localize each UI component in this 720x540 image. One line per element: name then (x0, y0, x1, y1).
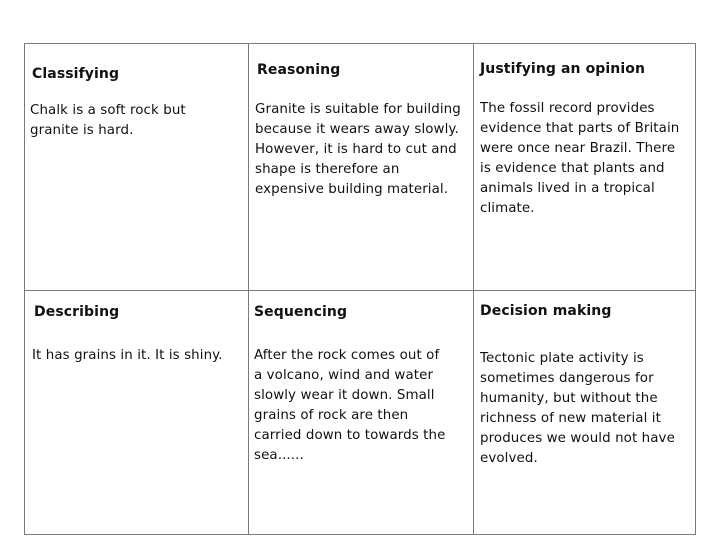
body-line: Chalk is a soft rock but (30, 103, 186, 118)
cell-decision-making (474, 291, 695, 534)
body-line: animals lived in a tropical (480, 181, 655, 196)
cell-body (30, 101, 186, 141)
cell-heading: Describing (34, 304, 120, 320)
cell-classifying (25, 44, 249, 291)
body-line: evolved. (480, 451, 538, 466)
cell-heading: Sequencing (254, 304, 348, 320)
cell-body (254, 346, 445, 466)
cell-body (255, 100, 461, 200)
body-line: carried down to towards the (254, 428, 446, 443)
body-line: sea...... (254, 448, 304, 463)
cell-sequencing (249, 291, 474, 534)
cell-body (480, 99, 679, 219)
body-line: were once near Brazil. There (480, 141, 676, 156)
body-line: a volcano, wind and water (254, 368, 434, 383)
body-line: evidence that parts of Britain (480, 121, 680, 136)
body-line: climate. (480, 201, 535, 216)
body-line: richness of new material it (480, 411, 661, 426)
cell-reasoning (249, 44, 474, 291)
body-line: slowly wear it down. Small (254, 388, 435, 403)
cell-describing (25, 291, 249, 534)
body-line: sometimes dangerous for (480, 371, 654, 386)
body-line: is evidence that plants and (480, 161, 665, 176)
body-line: because it wears away slowly. (255, 122, 459, 137)
body-line: granite is hard. (30, 123, 134, 138)
body-line: produces we would not have (480, 431, 675, 446)
body-line: After the rock comes out of (254, 348, 440, 363)
body-line: Tectonic plate activity is (480, 351, 644, 366)
body-line: shape is therefore an (255, 162, 400, 177)
body-line: The fossil record provides (480, 101, 655, 116)
body-line: It has grains in it. It is shiny. (32, 348, 223, 363)
body-line: Granite is suitable for building (255, 102, 461, 117)
body-line: expensive building material. (255, 182, 449, 197)
thinking-skills-table (24, 43, 696, 535)
cell-heading: Reasoning (257, 62, 341, 78)
cell-body (480, 349, 675, 469)
cell-body (32, 346, 223, 366)
cell-heading: Decision making (480, 303, 612, 319)
cell-justifying-an-opinion (474, 44, 695, 291)
body-line: grains of rock are then (254, 408, 409, 423)
body-line: However, it is hard to cut and (255, 142, 457, 157)
cell-heading: Classifying (32, 66, 120, 82)
cell-heading: Justifying an opinion (480, 61, 646, 77)
body-line: humanity, but without the (480, 391, 658, 406)
